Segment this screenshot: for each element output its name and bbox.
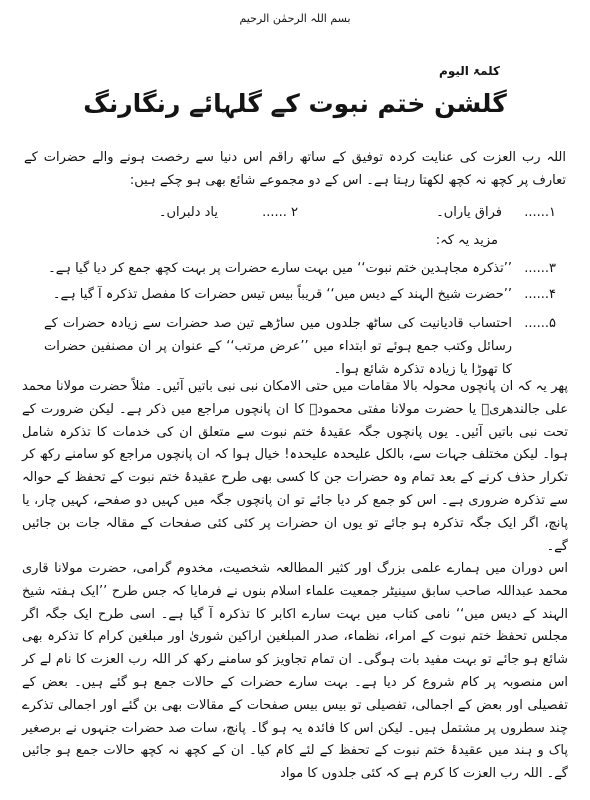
published-item-title: یاد دلبراں۔ xyxy=(158,205,218,220)
more-label: مزید یہ کہ: xyxy=(435,233,498,248)
list-item: ’’تذکرہ مجاہدین ختم نبوت‘‘ میں بہت سارے حضرات پر بہت کچھ جمع کر دیا گیا ہے۔ xyxy=(48,261,512,276)
item-number: ۳...... xyxy=(524,261,556,276)
item-number: ۴...... xyxy=(524,287,556,302)
published-item-number: ۲ ...... xyxy=(262,205,298,220)
item-number: ۵...... xyxy=(524,316,556,331)
article-title: گلشن ختم نبوت کے گلہائے رنگارنگ xyxy=(83,89,507,118)
bismillah-heading: بسم اللہ الرحمٰن الرحیم xyxy=(239,12,351,25)
list-item: ’’حضرت شیخ الہند کے دیس میں‘‘ قریباً بیس تیس حضرات کا مفصل تذکرہ آ گیا ہے۔ xyxy=(52,287,512,302)
published-item-number: ۱...... xyxy=(524,205,556,220)
list-item: احتساب قادیانیت کی ساٹھ جلدوں میں ساڑھے تین صد حضرات سے زیادہ حضرات کے رسائل وکتب جمع ہوئے تو ابتداء میں ’’عرض مرتب‘‘ کے عنوان پر ان مصنفین حضرات کا تھوڑا یا زیادہ تذکرہ شائع ہوا۔ xyxy=(44,316,512,377)
body-paragraph: پھر یہ کہ ان پانچوں محولہ بالا مقامات میں حتی الامکان نبی نبی باتیں آئیں۔ مثلاً حضرت مولانا محمد علی جالندھریؒ یا حضرت مولانا مفتی محمودؒ کا ان پانچوں مراجع میں ذکر ہے۔ لیکن ضرورت کے تحت نبی باتیں آئیں۔ یوں پانچوں جگہ عقیدۂ ختم نبوت سے متعلق ان کی خدمات کا تذکرہ شامل ہوا۔ لیکن مختلف جہات سے، بالکل علیحدہ علیحدہ! خیال ہوا کہ ان پانچوں مراجع کو سامنے رکھ کر تکرار حذف کرنے کے بعد تمام وہ حضرات جن کا کسی بھی طرح عقیدۂ ختم نبوت کے تحفظ کے حوالہ سے تذکرہ ضروری ہے۔ اس کو جمع کر دیا جائے تو ان پانچوں جگہ میں کہیں دو صفحے، کہیں چار، یا پانچ، اگر ایک جگہ تذکرہ ہو جائے تو یوں ان حضرات پر کئی کئی صفحات کے مقالہ جات بن جائیں گے۔ xyxy=(22,379,568,554)
section-label: کلمۃ الیوم xyxy=(439,64,500,78)
published-item-title: فراق یاراں۔ xyxy=(436,205,502,220)
intro-paragraph: اللہ رب العزت کی عنایت کردہ توفیق کے ساتھ راقم اس دنیا سے رخصت ہونے والے حضرات کے تعارف پر کچھ نہ کچھ لکھتا رہتا ہے۔ اس کے دو مجموعے شائع بھی ہو چکے ہیں: xyxy=(24,150,566,188)
body-paragraph: اس دوران میں ہمارے علمی بزرگ اور کثیر المطالعہ شخصیت، مخدوم گرامی، حضرت مولانا قاری محمد عبداللہ صاحب سابق سینیٹر جمعیت علماء اسلام بنوں نے فرمایا کہ جس طرح ’’ایک ہفتہ شیخ الہند کے دیس میں‘‘ نامی کتاب میں بہت سارے اکابر کا تذکرہ آ گیا ہے۔ اسی طرح ایک جگہ اگر مجلس تحفظ ختم نبوت کے امراء، نظماء، صدر المبلغین اراکین شوریٰ اور مبلغین کرام کا تذکرہ بھی شائع ہو جائے تو بہت مفید بات ہوگی۔ ان تمام تجاویز کو سامنے رکھ کر اللہ رب العزت کا نام لے کر اس منصوبہ پر کام شروع کر دیا ہے۔ بہت سارے حضرات کے حالات جمع ہو گئے ہیں۔ بعض کے تفصیلی اور بعض کے اجمالی، تفصیلی تو بیس بیس صفحات کے مقالات بھی بن گئے اور اجمالی تذکرے چند سطروں پر مشتمل ہیں۔ لیکن اس کا فائدہ یہ ہو گا۔ پانچ، سات صد حضرات جنہوں نے برصغیر پاک و ہند میں عقیدۂ ختم نبوت کے تحفظ کے لئے کام کیا۔ ان کے کچھ نہ کچھ حالات جمع ہو جائیں گے۔ اللہ رب العزت کا کرم ہے کہ کئی جلدوں کا مواد xyxy=(22,561,568,782)
